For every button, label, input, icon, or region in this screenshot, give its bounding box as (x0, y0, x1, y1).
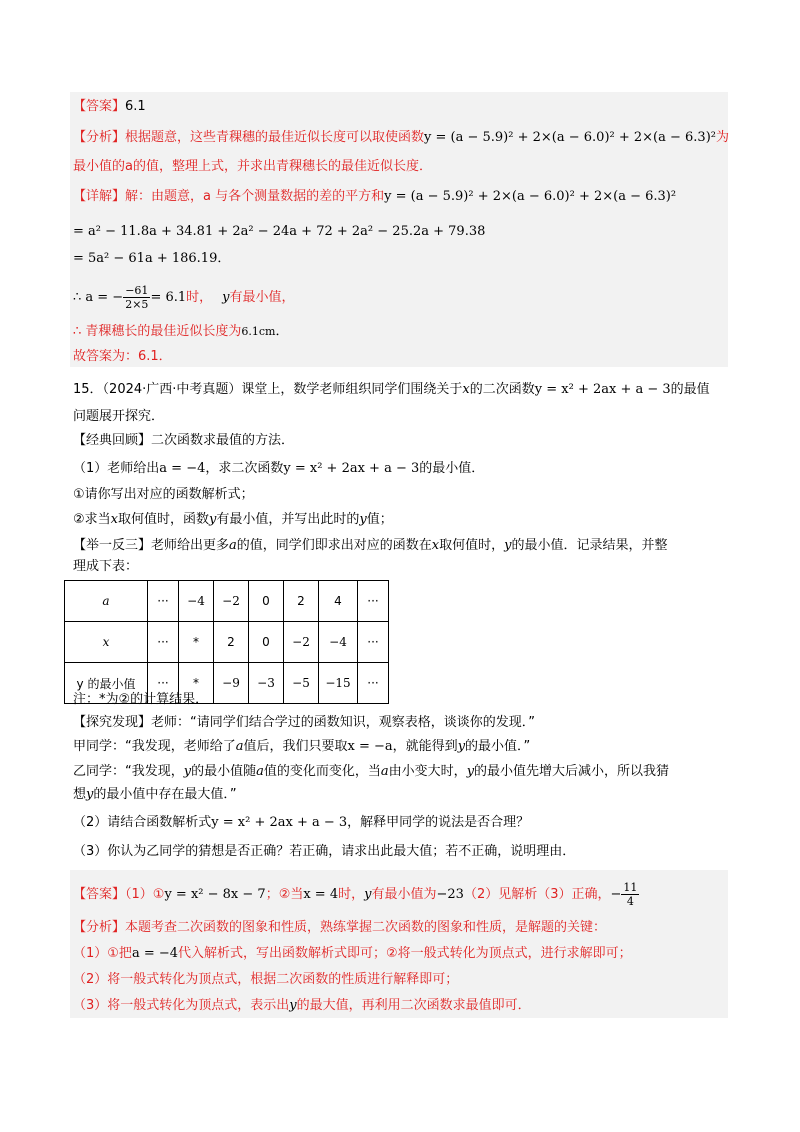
table-cell: ··· (358, 663, 389, 704)
analysis2-line-4: （3）将一般式转化为顶点式，表示出y的最大值，再利用二次函数求最值即可． (73, 998, 531, 1013)
table-cell: ··· (148, 663, 179, 704)
detail-step-4: ∴ 青稞穗长的最佳近似长度为6.1cm． (73, 324, 289, 339)
detail-step-1: = a² − 11.8a + 34.81 + 2a² − 24a + 72 + 2a² − 25.2a + 79.38 (73, 224, 486, 239)
explore-line: 【探究发现】老师：“请同学们结合学过的函数知识，观察表格，谈谈你的发现．” (73, 715, 535, 730)
q15-line-1: 15．（2024·广西·中考真题）课堂上，数学老师组织同学们围绕关于x的二次函数y = x² + 2ax + a − 3的最值 (73, 382, 710, 397)
q15-part1: （1）老师给出a = −4，求二次函数y = x² + 2ax + a − 3的最小值． (73, 461, 485, 476)
answer2-line: 【答案】（1）①y = x² − 8x − 7；②当x = 4时，y有最小值为−23（2）见解析（3）正确，− $\frac{11}{4}$ (73, 881, 638, 908)
table-cell: −5 (284, 663, 319, 704)
table-cell: ··· (358, 581, 389, 622)
analysis2-line-2: （1）①把a = −4代入解析式，写出函数解析式即可；②将一般式转化为顶点式，进行求解即可； (73, 946, 632, 961)
table-cell: −4 (179, 581, 214, 622)
table-row (65, 622, 389, 663)
analysis2-line-3: （2）将一般式转化为顶点式，根据二次函数的性质进行解释即可； (73, 972, 459, 987)
q15-review: 【经典回顾】二次函数求最值的方法． (73, 433, 295, 448)
detail-final: 故答案为：6.1． (73, 349, 172, 364)
table-cell: 2 (284, 581, 319, 622)
table-cell: x (65, 622, 148, 663)
jia-line: 甲同学：“我发现，老师给了a值后，我们只要取x = −a，就能得到y的最小值．” (73, 739, 531, 754)
analysis-line-2: 最小值的a的值，整理上式，并求出青稞穗长的最佳近似长度． (73, 159, 432, 174)
yi-line-2: 想y的最小值中存在最大值．” (73, 787, 237, 802)
table-row (65, 581, 389, 622)
analysis-line-1: 【分析】根据题意，这些青稞穗的最佳近似长度可以取使函数y = (a − 5.9)² + 2×(a − 6.0)² + 2×(a − 6.3)²为 (73, 130, 730, 145)
q15-part2-question: （2）请结合函数解析式y = x² + 2ax + a − 3，解释甲同学的说法是否合理？ (73, 815, 530, 830)
table-cell: −9 (214, 663, 249, 704)
table-cell: y 的最小值 (65, 663, 148, 704)
q15-part2-line2: 理成下表： (73, 559, 139, 574)
q15-line-2: 问题展开探究． (73, 409, 165, 424)
analysis2-line-1: 【分析】本题考查二次函数的图象和性质，熟练掌握二次函数的图象和性质，是解题的关键： (73, 920, 607, 935)
fraction: $\frac{-61}{2\times 5}$ (125, 284, 149, 311)
q15-part1-ii: ②求当x取何值时，函数y有最小值，并写出此时的y值； (73, 512, 393, 527)
q15-part3-question: （3）你认为乙同学的猜想是否正确？若正确，请求出此最大值；若不正确，说明理由． (73, 844, 576, 859)
table-cell: ··· (148, 622, 179, 663)
table-cell: 0 (249, 581, 284, 622)
q15-part1-i: ①请你写出对应的函数解析式； (73, 487, 254, 502)
table-cell: 0 (249, 622, 284, 663)
table-cell: a (65, 581, 148, 622)
q15-part2: 【举一反三】老师给出更多a的值，同学们即求出对应的函数在x取何值时，y的最小值．记录结果，并整 (73, 538, 668, 553)
table-cell: −3 (249, 663, 284, 704)
table-cell: −4 (319, 622, 358, 663)
table-cell: −2 (214, 581, 249, 622)
table-cell: 2 (214, 622, 249, 663)
detail-step-2: = 5a² − 61a + 186.19． (73, 251, 231, 266)
table-cell: −2 (284, 622, 319, 663)
table-cell: * (179, 663, 214, 704)
table-cell: 4 (319, 581, 358, 622)
table-cell: ··· (148, 581, 179, 622)
fraction: $\frac{11}{4}$ (623, 881, 638, 908)
formula-y: y = (a − 5.9)² + 2×(a − 6.0)² + 2×(a − 6.3)² (424, 130, 716, 145)
detail-line-1: 【详解】解：由题意，a 与各个测量数据的差的平方和y = (a − 5.9)² + 2×(a − 6.0)² + 2×(a − 6.3)² (73, 189, 677, 204)
table-cell: −15 (319, 663, 358, 704)
answer-value: 6.1 (125, 99, 146, 114)
results-table (64, 580, 389, 704)
table-note: 注：*为②的计算结果． (73, 692, 209, 707)
yi-line-1: 乙同学：“我发现，y的最小值随a值的变化而变化，当a由小变大时，y的最小值先增大后减小，所以我猜 (73, 764, 670, 779)
detail-step-3: ∴ a = − $\frac{-61}{2\times 5}$ = 6.1时， y有最小值， (73, 284, 295, 311)
table-cell: * (179, 622, 214, 663)
table-cell: ··· (358, 622, 389, 663)
answer-line-1: 【答案】6.1 (73, 99, 146, 114)
